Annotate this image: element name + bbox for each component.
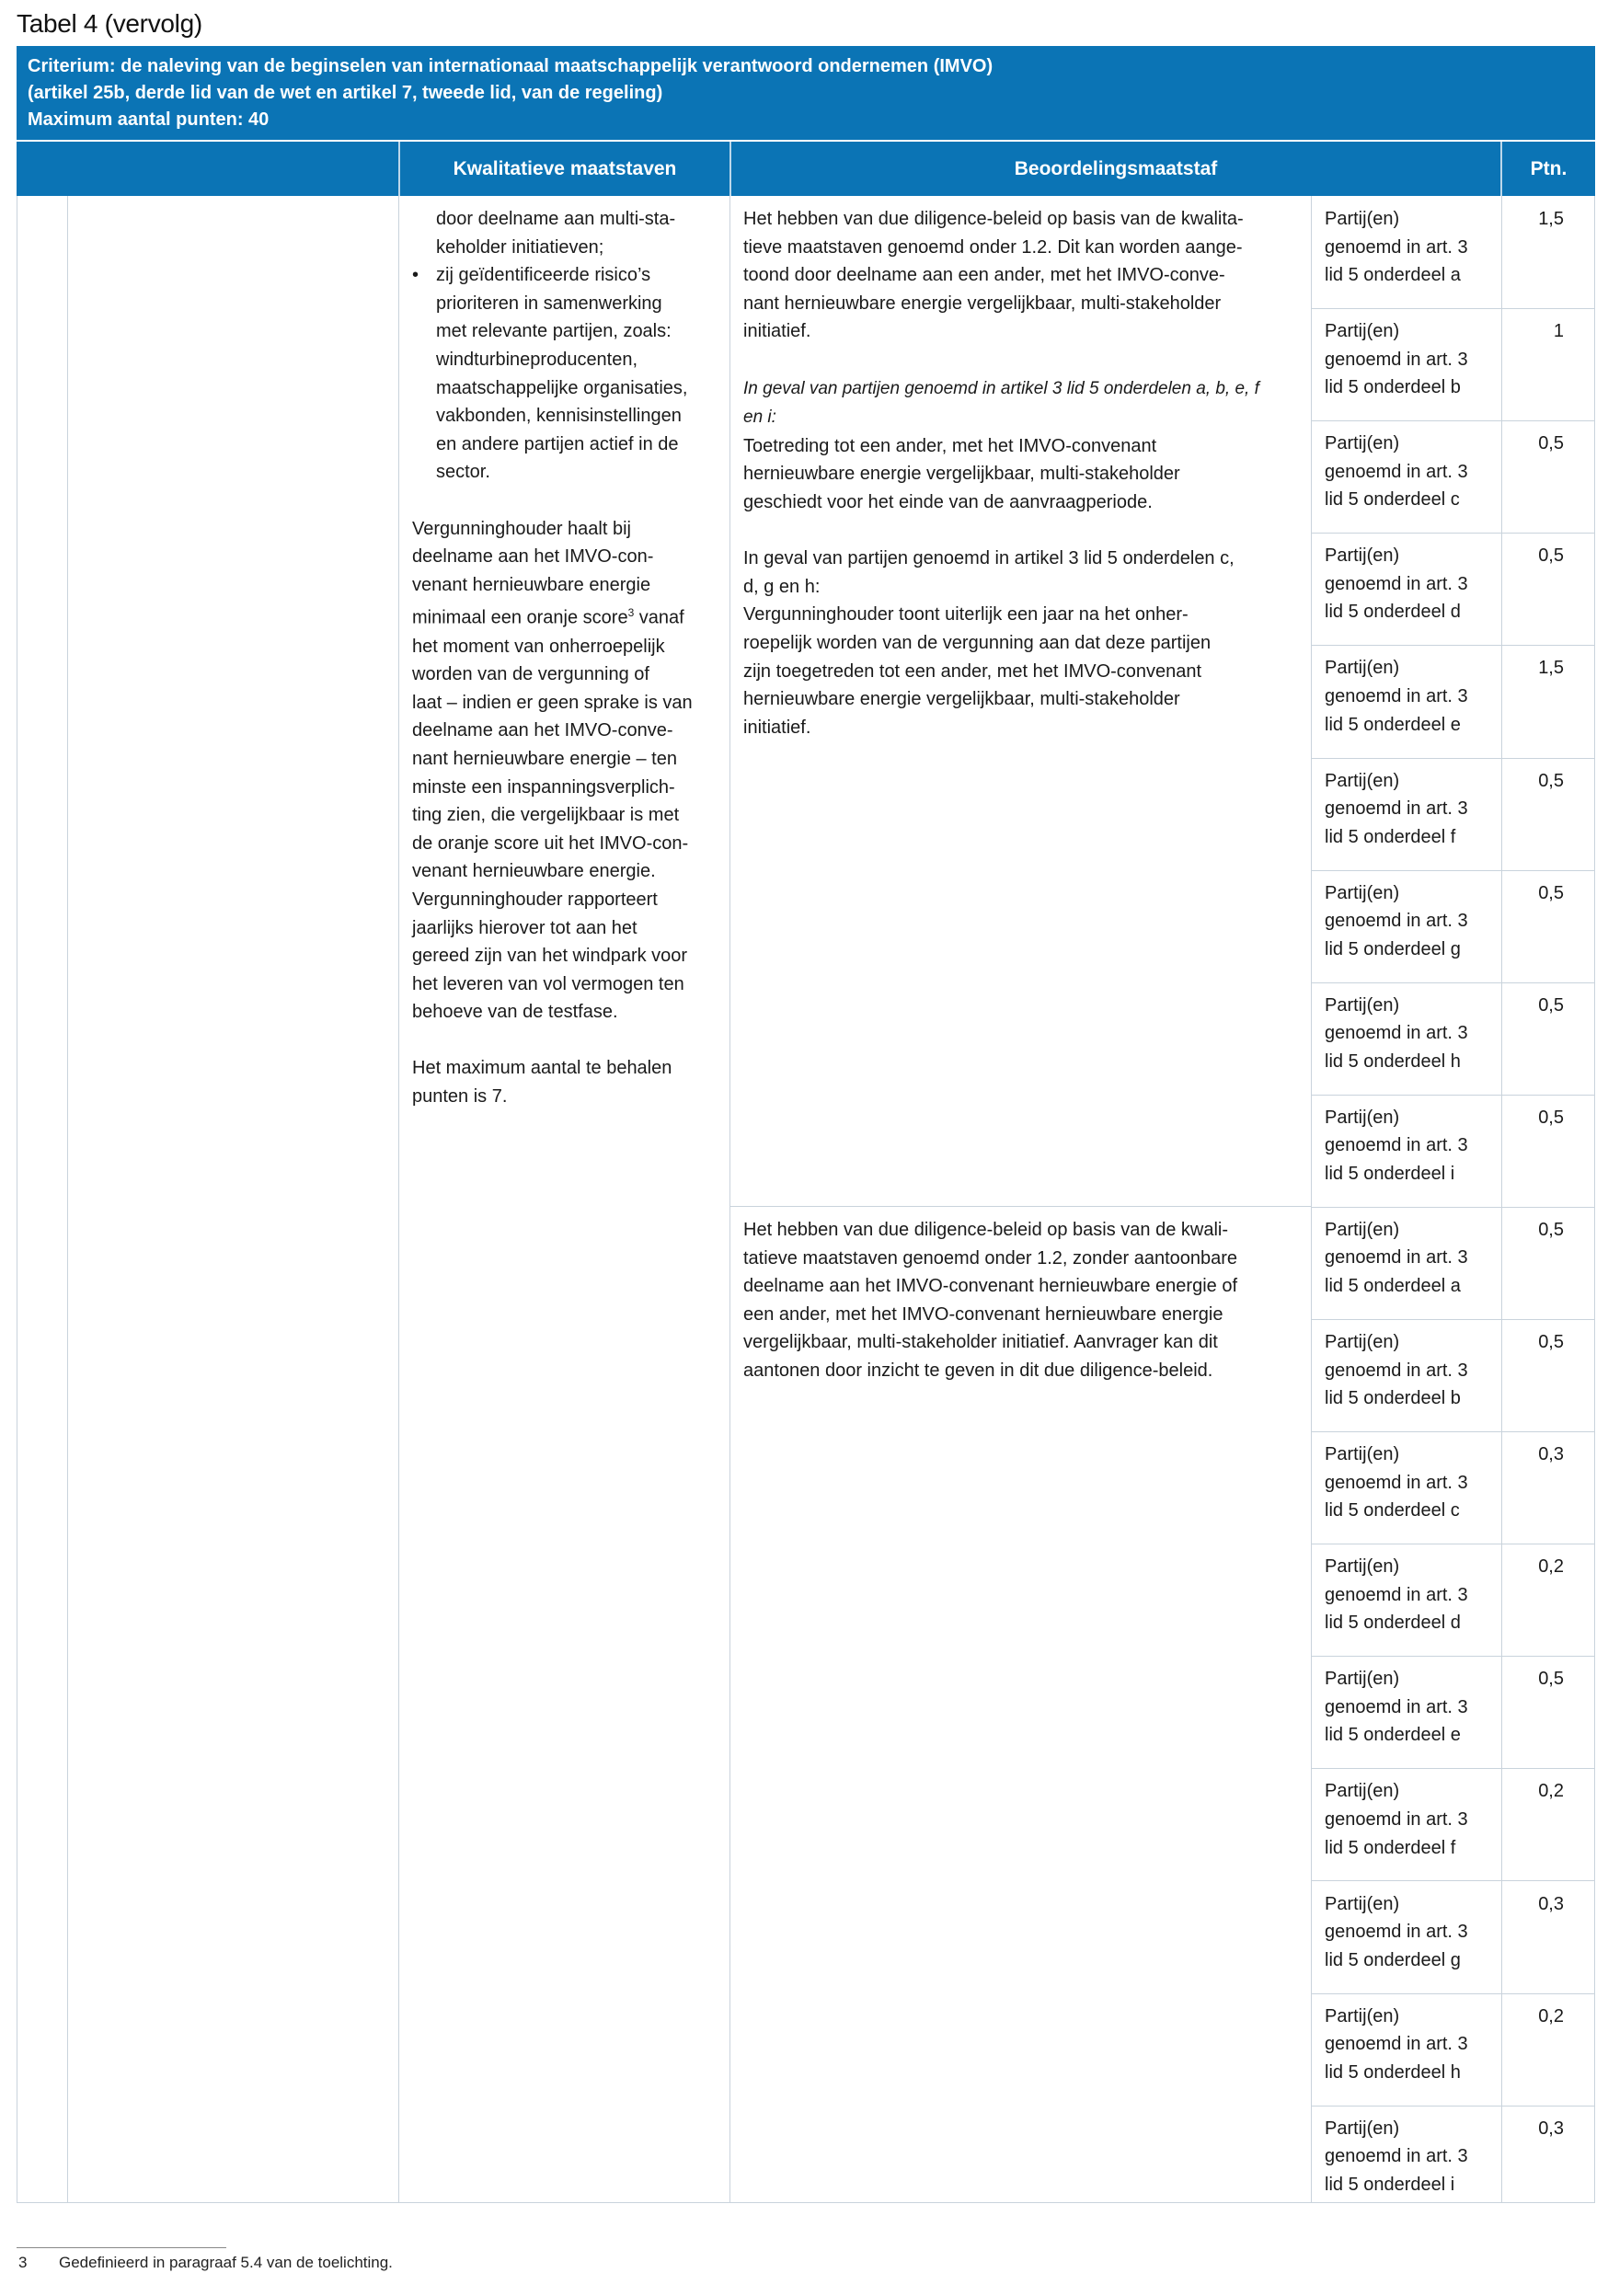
text-line: Partij(en) [1325,1107,1400,1128]
points-cell: 0,2 [1538,1556,1564,1578]
column-header-kwalitatief: Kwalitatieve maatstaven [453,157,677,179]
points-cell: 0,5 [1538,1219,1564,1240]
text-line: met relevante partijen, zoals: [436,321,672,342]
text-line: genoemd in art. 3 [1325,1472,1468,1493]
party-cell [1325,767,1496,852]
text-line: Partij(en) [1325,994,1400,1016]
footnote-rule [17,2247,226,2248]
criterium-max-points: Maximum aantal punten: 40 [28,109,270,130]
party-cell [1325,1441,1496,1525]
text-line: lid 5 onderdeel i [1325,2174,1455,2195]
grid-line [67,196,68,2202]
points-cell: 0,5 [1538,770,1564,791]
text-line: lid 5 onderdeel i [1325,1163,1455,1184]
text-line: minimaal een oranje score [412,607,628,628]
list-item [412,261,725,487]
text-line: gereed zijn van het windpark voor [412,946,688,967]
grid-line [1311,1319,1595,1320]
text-line: geschiedt voor het einde van de aanvraagperiode. [743,491,1153,512]
text-line: Partij(en) [1325,433,1400,454]
text-line: lid 5 onderdeel d [1325,602,1461,623]
text-line: hernieuwbare energie vergelijkbaar, multi-stakeholder [743,689,1180,710]
text-line: lid 5 onderdeel a [1325,1276,1461,1297]
grid-line [1311,2106,1595,2107]
kwalitatief-cell [412,205,725,1111]
text-line: deelname aan het IMVO-conve- [412,720,673,741]
text-line: lid 5 onderdeel f [1325,826,1456,847]
text-line: Partij(en) [1325,770,1400,791]
grid-line [729,1206,1311,1207]
text-line: lid 5 onderdeel e [1325,714,1461,735]
text-line: door deelname aan multi-sta- [436,209,676,229]
grid-line [1501,196,1502,2202]
points-cell: 1 [1553,321,1564,342]
column-header-beoordeling: Beoordelingsmaatstaf [1014,157,1218,179]
points-cell: 0,5 [1538,1669,1564,1690]
text-line: genoemd in art. 3 [1325,1247,1468,1269]
party-cell [1325,317,1496,402]
text-line: genoemd in art. 3 [1325,2146,1468,2167]
text-line: genoemd in art. 3 [1325,2034,1468,2055]
text-line: en i: [743,408,776,428]
party-cell [1325,879,1496,964]
text-line: nant hernieuwbare energie – ten [412,748,677,769]
grid-line [17,2202,1595,2203]
text-line: lid 5 onderdeel c [1325,489,1460,511]
grid-line [1311,758,1595,759]
page-title: Tabel 4 (vervolg) [17,9,202,38]
text-line: het moment van onherroepelijk [412,636,665,657]
text-line: Partij(en) [1325,2005,1400,2026]
criterium-header [17,46,1595,140]
grid-line [729,196,730,2202]
text-line: lid 5 onderdeel a [1325,265,1461,286]
text-line: windturbineproducenten, [436,349,638,370]
text-line: lid 5 onderdeel e [1325,1725,1461,1746]
grid-line [398,196,399,2202]
grid-line [1311,1993,1595,1994]
grid-line [1311,1768,1595,1769]
text-line: de oranje score uit het IMVO-con- [412,832,689,854]
points-cell: 0,5 [1538,1107,1564,1128]
points-cell: 0,5 [1538,882,1564,903]
kwalitatief-paragraph [412,515,725,1027]
party-cell [1325,430,1496,514]
text-line: Het hebben van due diligence-beleid op basis van de kwali- [743,1220,1229,1240]
points-cell: 0,5 [1538,994,1564,1016]
party-cell [1325,205,1496,290]
text-line: lid 5 onderdeel d [1325,1613,1461,1634]
kwalitatief-bullets [412,205,725,487]
text-line: keholder initiatieven; [436,236,604,258]
party-cell [1325,654,1496,739]
beoordeling-block-2 [743,1216,1304,1385]
party-cell [1325,1104,1496,1188]
text-line: genoemd in art. 3 [1325,236,1468,258]
grid-line [1311,1431,1595,1432]
text-line: laat – indien er geen sprake is van [412,692,693,713]
text-line: sector. [436,462,490,483]
text-line: genoemd in art. 3 [1325,1696,1468,1717]
beoordeling-paragraph [743,374,1304,517]
text-line: genoemd in art. 3 [1325,1360,1468,1381]
column-header-punten: Ptn. [1530,157,1568,179]
criterium-reference: (artikel 25b, derde lid van de wet en artikel 7, tweede lid, van de regeling) [28,83,663,103]
text-line: genoemd in art. 3 [1325,461,1468,482]
text-line: genoemd in art. 3 [1325,685,1468,706]
text-line: worden van de vergunning of [412,664,649,685]
text-line: ting zien, die vergelijkbaar is met [412,805,680,826]
footnote-number: 3 [18,2254,28,2271]
text-line: Partij(en) [1325,321,1400,342]
text-line: genoemd in art. 3 [1325,1922,1468,1943]
party-cell [1325,1665,1496,1750]
text-line: genoemd in art. 3 [1325,1808,1468,1830]
text-line: Partij(en) [1325,1669,1400,1690]
text-line: behoeve van de testfase. [412,1002,618,1023]
text-line: Partij(en) [1325,545,1400,567]
points-cell: 0,3 [1538,2118,1564,2139]
text-line: venant hernieuwbare energie [412,574,651,595]
text-line: genoemd in art. 3 [1325,911,1468,932]
text-line: lid 5 onderdeel f [1325,1837,1456,1858]
points-cell: 1,5 [1538,209,1564,229]
grid-line [1311,645,1595,646]
text-line: deelname aan het IMVO-convenant hernieuwbare energie of [743,1276,1238,1297]
party-cell [1325,1216,1496,1301]
text-line: jaarlijks hierover tot aan het [412,917,637,938]
points-cell: 1,5 [1538,658,1564,679]
text-line: Partij(en) [1325,882,1400,903]
text-line: vergelijkbaar, multi-stakeholder initiatief. Aanvrager kan dit [743,1332,1218,1353]
text-line: een ander, met het IMVO-convenant hernieuwbare energie [743,1303,1223,1325]
text-line: lid 5 onderdeel c [1325,1500,1460,1521]
text-line: toond door deelname aan een ander, met het IMVO-conve- [743,265,1225,286]
text-line: lid 5 onderdeel g [1325,938,1461,959]
text-line: Partij(en) [1325,1332,1400,1352]
text-line: en andere partijen actief in de [436,433,679,454]
party-cell [1325,992,1496,1076]
text-line: roepelijk worden van de vergunning aan dat deze partijen [743,632,1212,653]
grid-line [1311,1880,1595,1881]
text-line: In geval van partijen genoemd in artikel 3 lid 5 onderdelen c, [743,548,1235,569]
text-line: Vergunninghouder rapporteert [412,889,658,910]
text-line: Partij(en) [1325,1893,1400,1914]
text-line: Partij(en) [1325,1444,1400,1465]
text-line: lid 5 onderdeel h [1325,1050,1461,1072]
text-line: initiatief. [743,717,811,738]
text-line: maatschappelijke organisaties, [436,377,688,398]
text-line: Vergunninghouder toont uiterlijk een jaar na het onher- [743,604,1189,626]
party-cell [1325,2115,1496,2199]
footnote-text: Gedefinieerd in paragraaf 5.4 van de toelichting. [59,2254,393,2271]
points-cell: 0,3 [1538,1893,1564,1914]
grid-line [1311,420,1595,421]
text-line: aantonen door inzicht te geven in dit due diligence-beleid. [743,1360,1213,1381]
grid-line [1311,1207,1595,1208]
points-cell: 0,5 [1538,545,1564,567]
text-line: genoemd in art. 3 [1325,1135,1468,1156]
beoordeling-block-1 [743,205,1304,741]
text-line: vanaf [634,607,684,628]
text-line: Partij(en) [1325,2118,1400,2139]
text-line: genoemd in art. 3 [1325,573,1468,594]
criterium-title: Criterium: de naleving van de beginselen van internationaal maatschappelijk verantwoord ondernemen (IMVO) [28,56,994,76]
text-line: Partij(en) [1325,1781,1400,1802]
text-line: prioriteren in samenwerking [436,293,662,314]
text-line: hernieuwbare energie vergelijkbaar, multi-stakeholder [743,464,1180,485]
text-line: zijn toegetreden tot een ander, met het IMVO-convenant [743,660,1202,682]
beoordeling-paragraph [743,205,1304,346]
text-line: tieve maatstaven genoemd onder 1.2. Dit kan worden aange- [743,236,1243,258]
text-line: Partij(en) [1325,209,1400,229]
text-line: genoemd in art. 3 [1325,349,1468,370]
text-line: genoemd in art. 3 [1325,1023,1468,1044]
text-line: lid 5 onderdeel h [1325,2061,1461,2083]
text-line: genoemd in art. 3 [1325,1584,1468,1605]
footnote-ref: 3 [627,606,635,620]
text-line: minste een inspanningsverplich- [412,776,675,798]
grid-line [1311,1656,1595,1657]
list-item [412,205,725,261]
text-line: vakbonden, kennisinstellingen [436,406,682,427]
grid-line [1311,982,1595,983]
max-points-note [412,1054,725,1110]
text-line: Partij(en) [1325,658,1400,679]
party-cell [1325,1777,1496,1862]
text-line: lid 5 onderdeel b [1325,1388,1461,1409]
party-cell [1325,1890,1496,1975]
party-cell [1325,1328,1496,1413]
points-cell: 0,5 [1538,433,1564,454]
grid-line [1311,533,1595,534]
text-line: Toetreding tot een ander, met het IMVO-convenant [743,435,1157,456]
text-line: genoemd in art. 3 [1325,798,1468,820]
grid-line [1311,1095,1595,1096]
grid-line [1311,196,1312,2202]
text-line: tatieve maatstaven genoemd onder 1.2, zonder aantoonbare [743,1247,1238,1269]
text-line: het leveren van vol vermogen ten [412,973,684,994]
party-cell [1325,2003,1496,2087]
text-line: Vergunninghouder haalt bij [412,518,631,539]
points-cell: 0,2 [1538,1781,1564,1802]
text-line: nant hernieuwbare energie vergelijkbaar, multi-stakeholder [743,293,1222,314]
text-line: Het hebben van due diligence-beleid op basis van de kwalita- [743,209,1244,229]
text-line: punten is 7. [412,1086,508,1108]
text-line: Partij(en) [1325,1219,1400,1240]
grid-line [1311,870,1595,871]
grid-line [1594,196,1595,2202]
grid-line [1311,308,1595,309]
text-line: deelname aan het IMVO-con- [412,546,654,568]
beoordeling-paragraph [743,545,1304,741]
table-header-row [17,142,1595,196]
text-line: In geval van partijen genoemd in artikel 3 lid 5 onderdelen a, b, e, f [743,378,1259,398]
beoordeling-paragraph [743,1216,1304,1385]
text-line: Het maximum aantal te behalen [412,1058,672,1079]
points-cell: 0,5 [1538,1332,1564,1352]
party-cell [1325,542,1496,626]
text-line: zij geïdentificeerde risico’s [436,265,651,286]
points-cell: 0,2 [1538,2005,1564,2026]
text-line: Partij(en) [1325,1556,1400,1578]
text-line: venant hernieuwbare energie. [412,861,656,882]
points-cell: 0,3 [1538,1444,1564,1465]
text-line: d, g en h: [743,576,821,597]
party-cell [1325,1553,1496,1637]
text-line: lid 5 onderdeel b [1325,377,1461,398]
text-line: lid 5 onderdeel g [1325,1949,1461,1970]
text-line: initiatief. [743,321,811,342]
